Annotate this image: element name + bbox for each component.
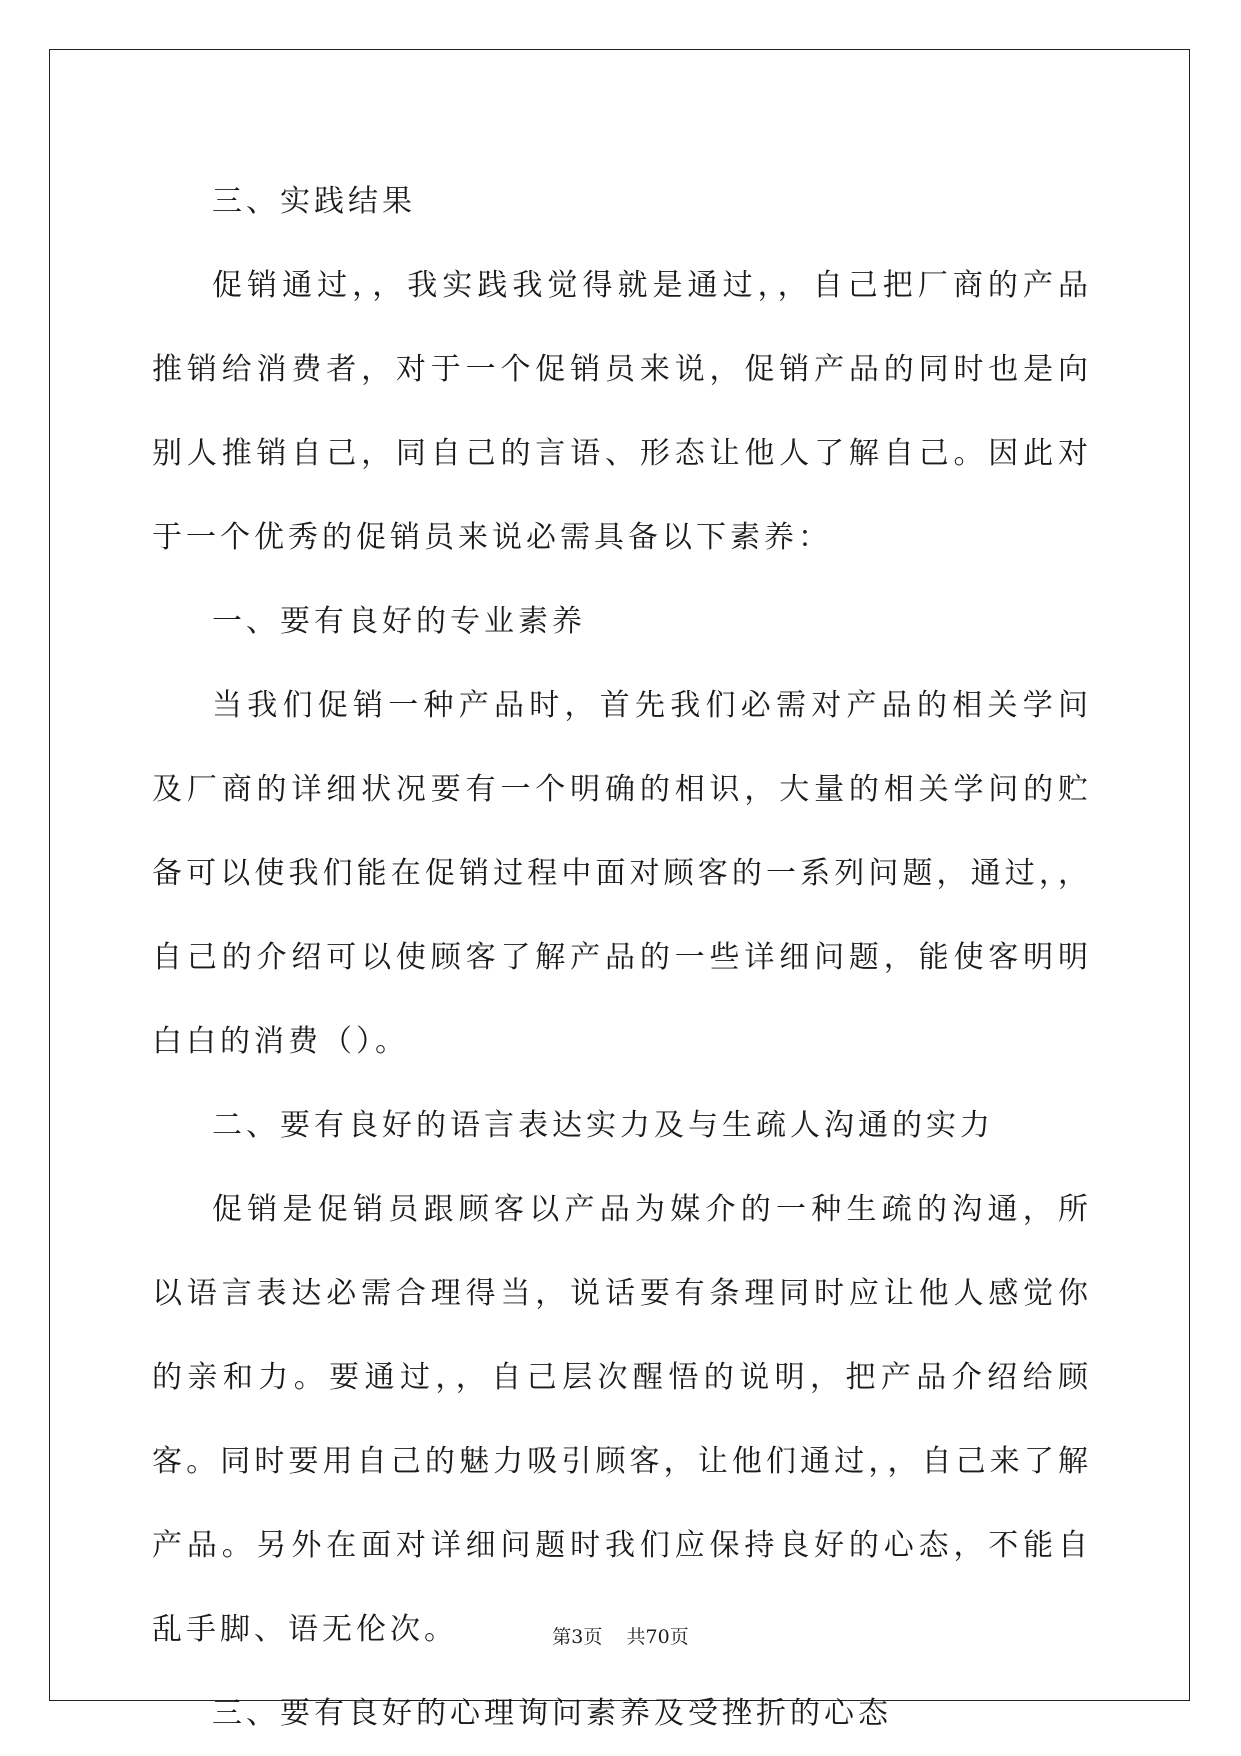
document-body <box>152 160 1092 1756</box>
section-heading: 三、要有良好的心理询问素养及受挫折的心态 <box>212 1696 892 1731</box>
page-total: 共70页 <box>626 1626 689 1648</box>
paragraph: 促销是促销员跟顾客以产品为媒介的一种生疏的沟通，所以语言表达必需合理得当，说话要有条理同时应让他人感觉你的亲和力。要通过，，自己层次醒悟的说明，把产品介绍给顾客。同时要用自己的魅力吸引顾客，让他们通过，，自己来了解产品。另外在面对详细问题时我们应保持良好的心态，不能自乱手脚、语无伦次。 <box>152 1192 1092 1647</box>
paragraph: 促销通过，，我实践我觉得就是通过，，自己把厂商的产品推销给消费者，对于一个促销员来说，促销产品的同时也是向别人推销自己，同自己的言语、形态让他人了解自己。因此对于一个优秀的促销员来说必需具备以下素养： <box>152 268 1092 555</box>
paragraph: 当我们促销一种产品时，首先我们必需对产品的相关学问及厂商的详细状况要有一个明确的相识，大量的相关学问的贮备可以使我们能在促销过程中面对顾客的一系列问题，通过，，自己的介绍可以使顾客了解产品的一些详细问题，能使客明明白白的消费（）。 <box>152 688 1092 1059</box>
page-footer <box>0 1622 1241 1652</box>
section-heading: 三、实践结果 <box>212 184 416 219</box>
page-number: 第3页 <box>552 1626 603 1648</box>
section-heading: 二、要有良好的语言表达实力及与生疏人沟通的实力 <box>212 1108 994 1143</box>
section-heading: 一、要有良好的专业素养 <box>212 604 586 639</box>
